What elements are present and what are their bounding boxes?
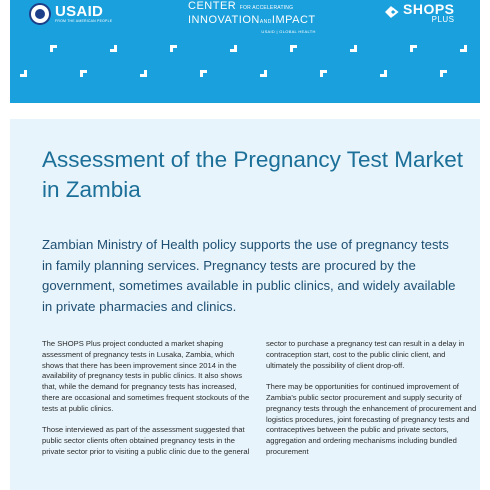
chevron-mark: [320, 70, 327, 77]
usaid-name: USAID: [55, 3, 104, 20]
chevron-mark: [350, 45, 357, 52]
chevron-mark: [380, 70, 387, 77]
left-column: [42, 339, 254, 469]
usaid-seal-icon: [29, 3, 51, 25]
chevron-mark: [200, 70, 207, 77]
chevron-mark: [460, 45, 467, 52]
document-title: Assessment of the Pregnancy Test Market in Zambia: [42, 147, 464, 202]
chevron-mark: [230, 45, 237, 52]
chevron-mark: [170, 45, 177, 52]
right-column: [266, 339, 478, 469]
chevron-mark: [290, 45, 297, 52]
header-banner: [10, 0, 480, 103]
center-innovation: INNOVATION: [188, 14, 260, 26]
usaid-logo: [29, 2, 112, 26]
right-paragraph-2: There may be opportunities for continued improvement of Zambia's public sector procurement and supply security of pregnancy tests through the enhancement of procurement and logistics procedures, joint forecasting of pregnancy tests and contraceptives between the public and private sectors, aggregation and ordering mechanisms including bundled procurement: [266, 382, 477, 456]
left-paragraph-2: Those interviewed as part of the assessment suggested that public sector clients often obtained pregnancy tests in the private sector prior to visiting a public clinic due to the general: [42, 425, 250, 456]
chevron-mark: [80, 70, 87, 77]
center-subtitle: FOR ACCELERATING: [239, 5, 294, 11]
chevron-mark: [260, 70, 267, 77]
chevron-mark: [440, 70, 447, 77]
shops-mark-icon: [382, 3, 400, 21]
shops-plus-logo: [382, 3, 455, 24]
chevron-pattern: [10, 40, 480, 100]
chevron-mark: [50, 45, 57, 52]
intro-paragraph: Zambian Ministry of Health policy supports the use of pregnancy tests in family planning services. Pregnancy tests are procured by the government, sometimes available in public clinics, and widely available in private pharmacies and clinics.: [42, 237, 456, 314]
chevron-mark: [410, 45, 417, 52]
center-impact: IMPACT: [271, 14, 316, 26]
chevron-mark: [140, 70, 147, 77]
left-paragraph-1: The SHOPS Plus project conducted a market shaping assessment of pregnancy tests in Lusaka, Zambia, which shows that there has been improvement since 2014 in the availability of pregnancy tests in public clinics. It also shows that, while the demand for pregnancy tests has increased, there are occasional and sometimes frequent stockouts of the tests at public clinics.: [42, 339, 250, 413]
chevron-mark: [110, 45, 117, 52]
right-paragraph-1: sector to purchase a pregnancy test can result in a delay in contraception start, cost to the public clinic client, and ultimately the possibility of client drop-off.: [266, 339, 465, 370]
center-name: CENTER: [188, 0, 237, 12]
shops-name: SHOPS: [403, 1, 455, 17]
shops-sub: PLUS: [431, 15, 455, 24]
center-logo: [188, 0, 316, 34]
usaid-tagline: FROM THE AMERICAN PEOPLE: [55, 19, 113, 23]
center-affiliation: USAID | GLOBAL HEALTH: [261, 29, 316, 34]
center-and: AND: [259, 19, 272, 25]
chevron-mark: [20, 70, 27, 77]
